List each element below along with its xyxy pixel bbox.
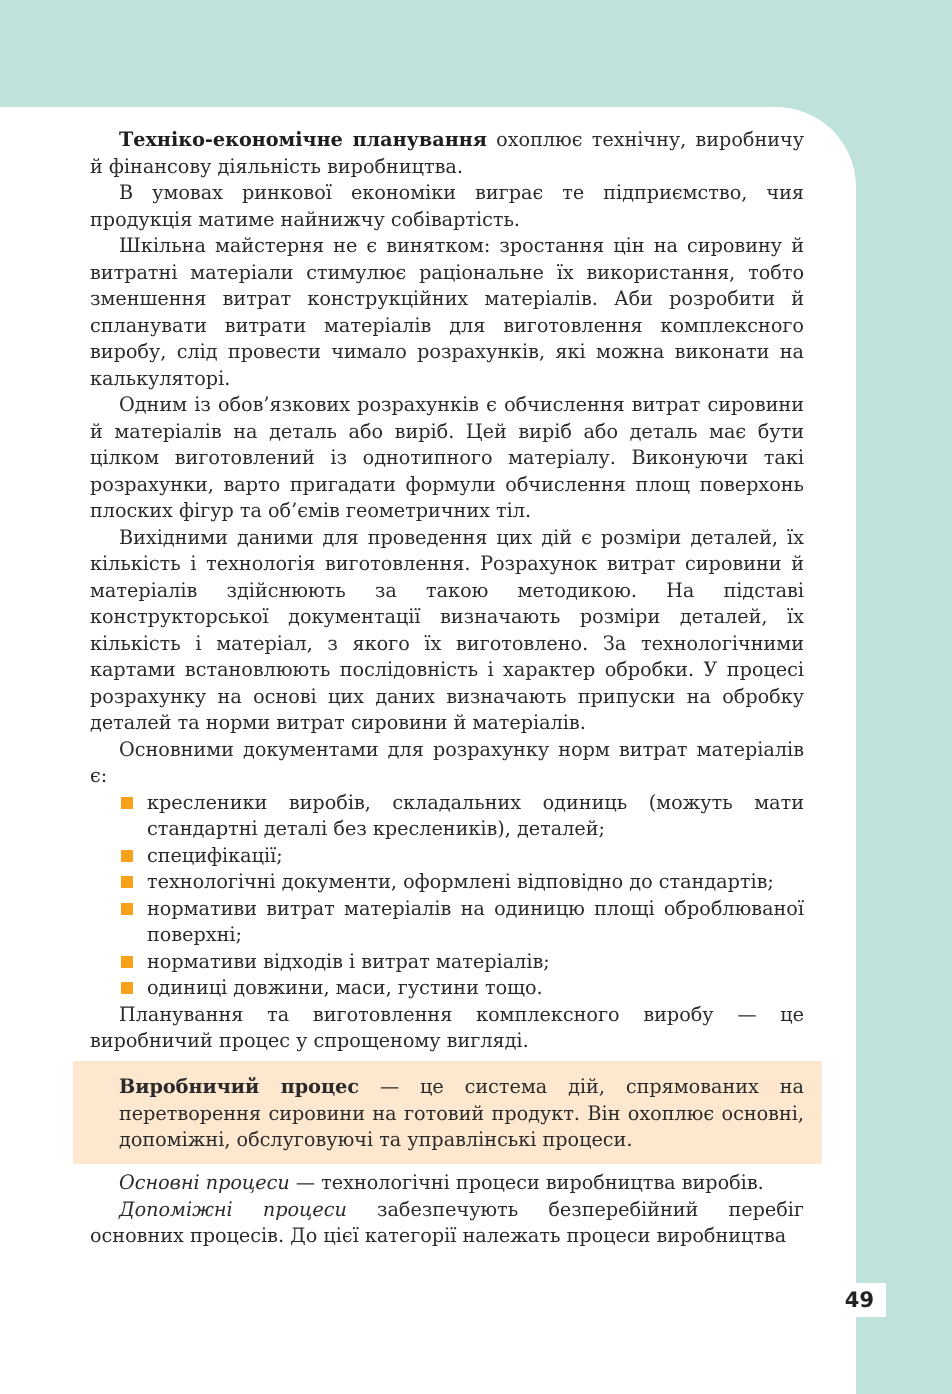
list-item: кресленики виробів, складальних одиниць (можуть мати стандартні деталі без креслеників), деталей;: [90, 790, 804, 843]
list-item: специфікації;: [90, 843, 804, 870]
list-item: технологічні документи, оформлені відповідно до стандартів;: [90, 869, 804, 896]
documents-list: [90, 790, 804, 1002]
definition-text: Виробничий процес — це система дій, спрямованих на перетворення сировини на готовий продукт. Він охоплює основні, допоміжні, обслуговуючі та управлінські процеси.: [119, 1075, 804, 1151]
paragraph-production-process: Планування та виготовлення комплексного виробу — це виробничий процес у спрощеному вигляді.: [90, 1002, 804, 1052]
definition-box: [73, 1061, 822, 1164]
paragraph-documents-intro: Основними документами для розрахунку норм витрат матеріалів є:: [90, 737, 804, 787]
bottom-text: [90, 1170, 804, 1250]
paragraph-workshop: Шкільна майстерня не є винятком: зростання цін на сировину й витратні матеріали стимулює раціональне їх використання, тобто зменшення витрат конструкційних матеріалів. Аби розробити й спланувати витрати матеріалів для виготовлення комплексного виробу, слід провести чимало розрахунків, які можна виконати на калькуляторі.: [90, 234, 804, 390]
paragraph-main-processes: Основні процеси — технологічні процеси виробництва виробів.: [119, 1171, 764, 1194]
list-item: нормативи відходів і витрат матеріалів;: [90, 949, 804, 976]
paragraph-input-data: Вихідними даними для проведення цих дій є розміри деталей, їх кількість і технологія виготовлення. Розрахунок витрат сировини й матеріалів здійснюють за такою методикою. На підставі конструкторської документації визначають розміри деталей, їх кількість і матеріал, з якого їх виготовлено. За технологічними картами встановлюють послідовність і характер обробки. У процесі розрахунку на основі цих даних визначають припуски на обробку деталей та норми витрат сировини й матеріалів.: [90, 525, 804, 734]
list-item: одиниці довжини, маси, густини тощо.: [90, 975, 804, 1002]
definition-term: Виробничий процес: [119, 1075, 360, 1098]
list-item: нормативи витрат матеріалів на одиницю площі оброблюваної поверхні;: [90, 896, 804, 949]
paragraph-calculations: Одним із обов’язкових розрахунків є обчислення витрат сировини й матеріалів на деталь або виріб. Цей виріб або деталь має бути цілком виготовлений із однотипного матеріалу. Виконуючи такі розрахунки, варто пригадати формули обчислення площ поверхонь плоских фігур та об’ємів геометричних тіл.: [90, 393, 804, 522]
page-number: 49: [800, 1283, 886, 1317]
paragraph-auxiliary-processes: Допоміжні процеси забезпечують безперебійний перебіг основних процесів. До цієї категорії належать процеси виробництва: [90, 1197, 804, 1247]
paragraph-market: В умовах ринкової економіки виграє те підприємство, чия продукція матиме найнижчу собівартість.: [90, 181, 804, 231]
paragraph-planning: Техніко-економічне планування охоплює технічну, виробничу й фінансову діяльність виробництва.: [90, 128, 804, 178]
main-text: [90, 127, 804, 1055]
